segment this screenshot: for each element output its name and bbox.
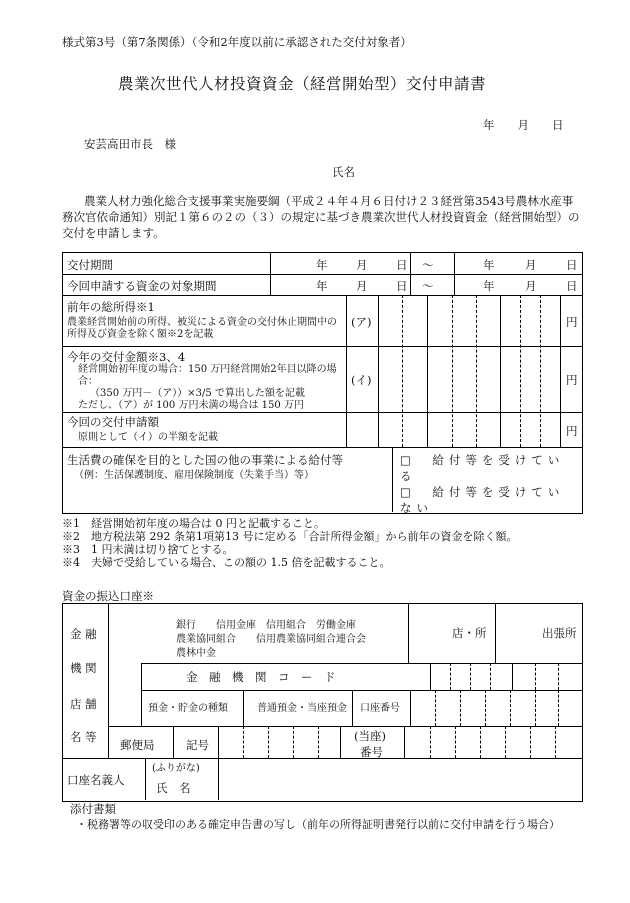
mark-a: (ア): [351, 315, 372, 329]
current-amount-yen: 円: [566, 373, 578, 387]
application-date[interactable]: 年 月 日: [483, 118, 564, 132]
period-to-day[interactable]: 日: [566, 258, 578, 272]
attachment-item: ・税務署等の収受印のある確定申告書の写し（前年の所得証明書発行以前に交付申請を行う場合）: [76, 818, 560, 831]
form-number: 様式第3号（第7条関係）（令和2年度以前に承認された交付対象者）: [62, 35, 412, 49]
bank-types-line-3[interactable]: 農林中金: [176, 648, 216, 659]
current-from-year[interactable]: 年: [316, 279, 328, 293]
footnote: ※4 夫婦で受給している場合、この額の 1.5 倍を記載すること。: [62, 556, 391, 569]
period-to-month[interactable]: 月: [525, 258, 537, 272]
option-not-receiving[interactable]: □ 給付等を受けていない: [400, 485, 565, 515]
intro-paragraph: 農業人材力強化総合支援事業実施要綱（平成２４年４月６日付け２３経営第3543号農林水産事務次官依命通知）別記１第６の２の（３）の規定に基づき農業次世代人材投資資金（経営開始型）の交付を申請します。: [62, 194, 580, 240]
period-tilde: ～: [422, 258, 434, 272]
bank-section-title: 資金の振込口座※: [62, 589, 154, 603]
footnote: ※2 地方税法第 292 条第1項第13 号に定める「合計所得金額」から前年の資金を除く額。: [62, 530, 518, 543]
side-label-name: 名 等: [70, 730, 97, 744]
current-to-year[interactable]: 年: [483, 279, 495, 293]
current-amount-label: 今年の交付金額※3、4: [67, 350, 186, 364]
deposit-type-value[interactable]: 普通預金・当座預金: [257, 703, 347, 714]
attachments-title: 添付書類: [70, 802, 116, 816]
current-account-label: (当座): [354, 729, 386, 743]
bank-code-label: 金 融 機 関 コ ー ド: [186, 670, 336, 684]
period-to-year[interactable]: 年: [483, 258, 495, 272]
current-from-day[interactable]: 日: [396, 279, 408, 293]
this-request-note: 原則として（イ）の半額を記載: [78, 432, 218, 443]
current-tilde: ～: [422, 279, 434, 293]
number-label: 番号: [360, 745, 383, 759]
footnote: ※1 経営開始初年度の場合は 0 円と記載すること。: [62, 517, 325, 530]
branch-label[interactable]: 店・所: [452, 626, 487, 640]
side-label-institution: 機 関: [70, 661, 97, 675]
account-holder-label: 口座名義人: [67, 773, 125, 787]
living-support-label: 生活費の確保を目的とした国の他の事業による給付等: [67, 453, 343, 467]
current-to-day[interactable]: 日: [566, 279, 578, 293]
current-from-month[interactable]: 月: [356, 279, 368, 293]
holder-name-label: 氏 名: [156, 781, 191, 795]
symbol-label: 記号: [186, 738, 209, 752]
document-title: 農業次世代人材投資資金（経営開始型）交付申請書: [118, 75, 487, 93]
mark-i: (イ): [351, 373, 372, 387]
footnote: ※3 1 円未満は切り捨てとする。: [62, 543, 234, 556]
living-support-note: （例：生活保護制度、雇用保険制度（失業手当）等）: [74, 470, 314, 481]
side-label-branch: 店 舗: [70, 697, 97, 711]
applicant-name-label[interactable]: 氏名: [332, 165, 355, 179]
current-period-label: 今回申請する資金の対象期間: [67, 279, 217, 293]
furigana-label: (ふりがな): [152, 763, 200, 774]
this-request-label: 今回の交付申請額: [67, 415, 159, 429]
bank-types-line-2[interactable]: 農業協同組合 信用農業協同組合連合会: [176, 634, 366, 645]
option-receiving[interactable]: □ 給付等を受けている: [400, 453, 565, 483]
prev-income-yen: 円: [566, 315, 578, 329]
bank-types-line-1[interactable]: 銀行 信用金庫 信用組合 労働金庫: [176, 620, 356, 631]
period-from-year[interactable]: 年: [316, 258, 328, 272]
current-amount-note-1: 経営開始初年度の場合：150 万円経営開始2年目以降の場合：: [78, 364, 337, 387]
addressee: 安芸高田市長 様: [84, 137, 176, 151]
post-office-label: 郵便局: [120, 738, 155, 752]
period-from-day[interactable]: 日: [396, 258, 408, 272]
side-label-financial: 金 融: [70, 627, 97, 641]
sub-branch-label[interactable]: 出張所: [542, 626, 577, 640]
prev-income-label: 前年の総所得※1: [67, 300, 155, 314]
current-amount-note-2: （350 万円－（ア））×3/5 で算出した額を記載: [90, 388, 305, 399]
deposit-type-label: 預金・貯金の種類: [148, 703, 228, 714]
this-request-yen: 円: [566, 424, 578, 438]
account-number-label: 口座番号: [360, 703, 400, 714]
footnotes: [62, 517, 517, 569]
current-to-month[interactable]: 月: [525, 279, 537, 293]
prev-income-note: 農業経営開始前の所得、被災による資金の交付休止期間中の所得及び資金を除く額※2を記載: [67, 317, 337, 340]
current-amount-note-3: ただし、（ア）が 100 万円未満の場合は 150 万円: [78, 400, 304, 411]
period-from-month[interactable]: 月: [356, 258, 368, 272]
period-label: 交付期間: [67, 258, 113, 272]
